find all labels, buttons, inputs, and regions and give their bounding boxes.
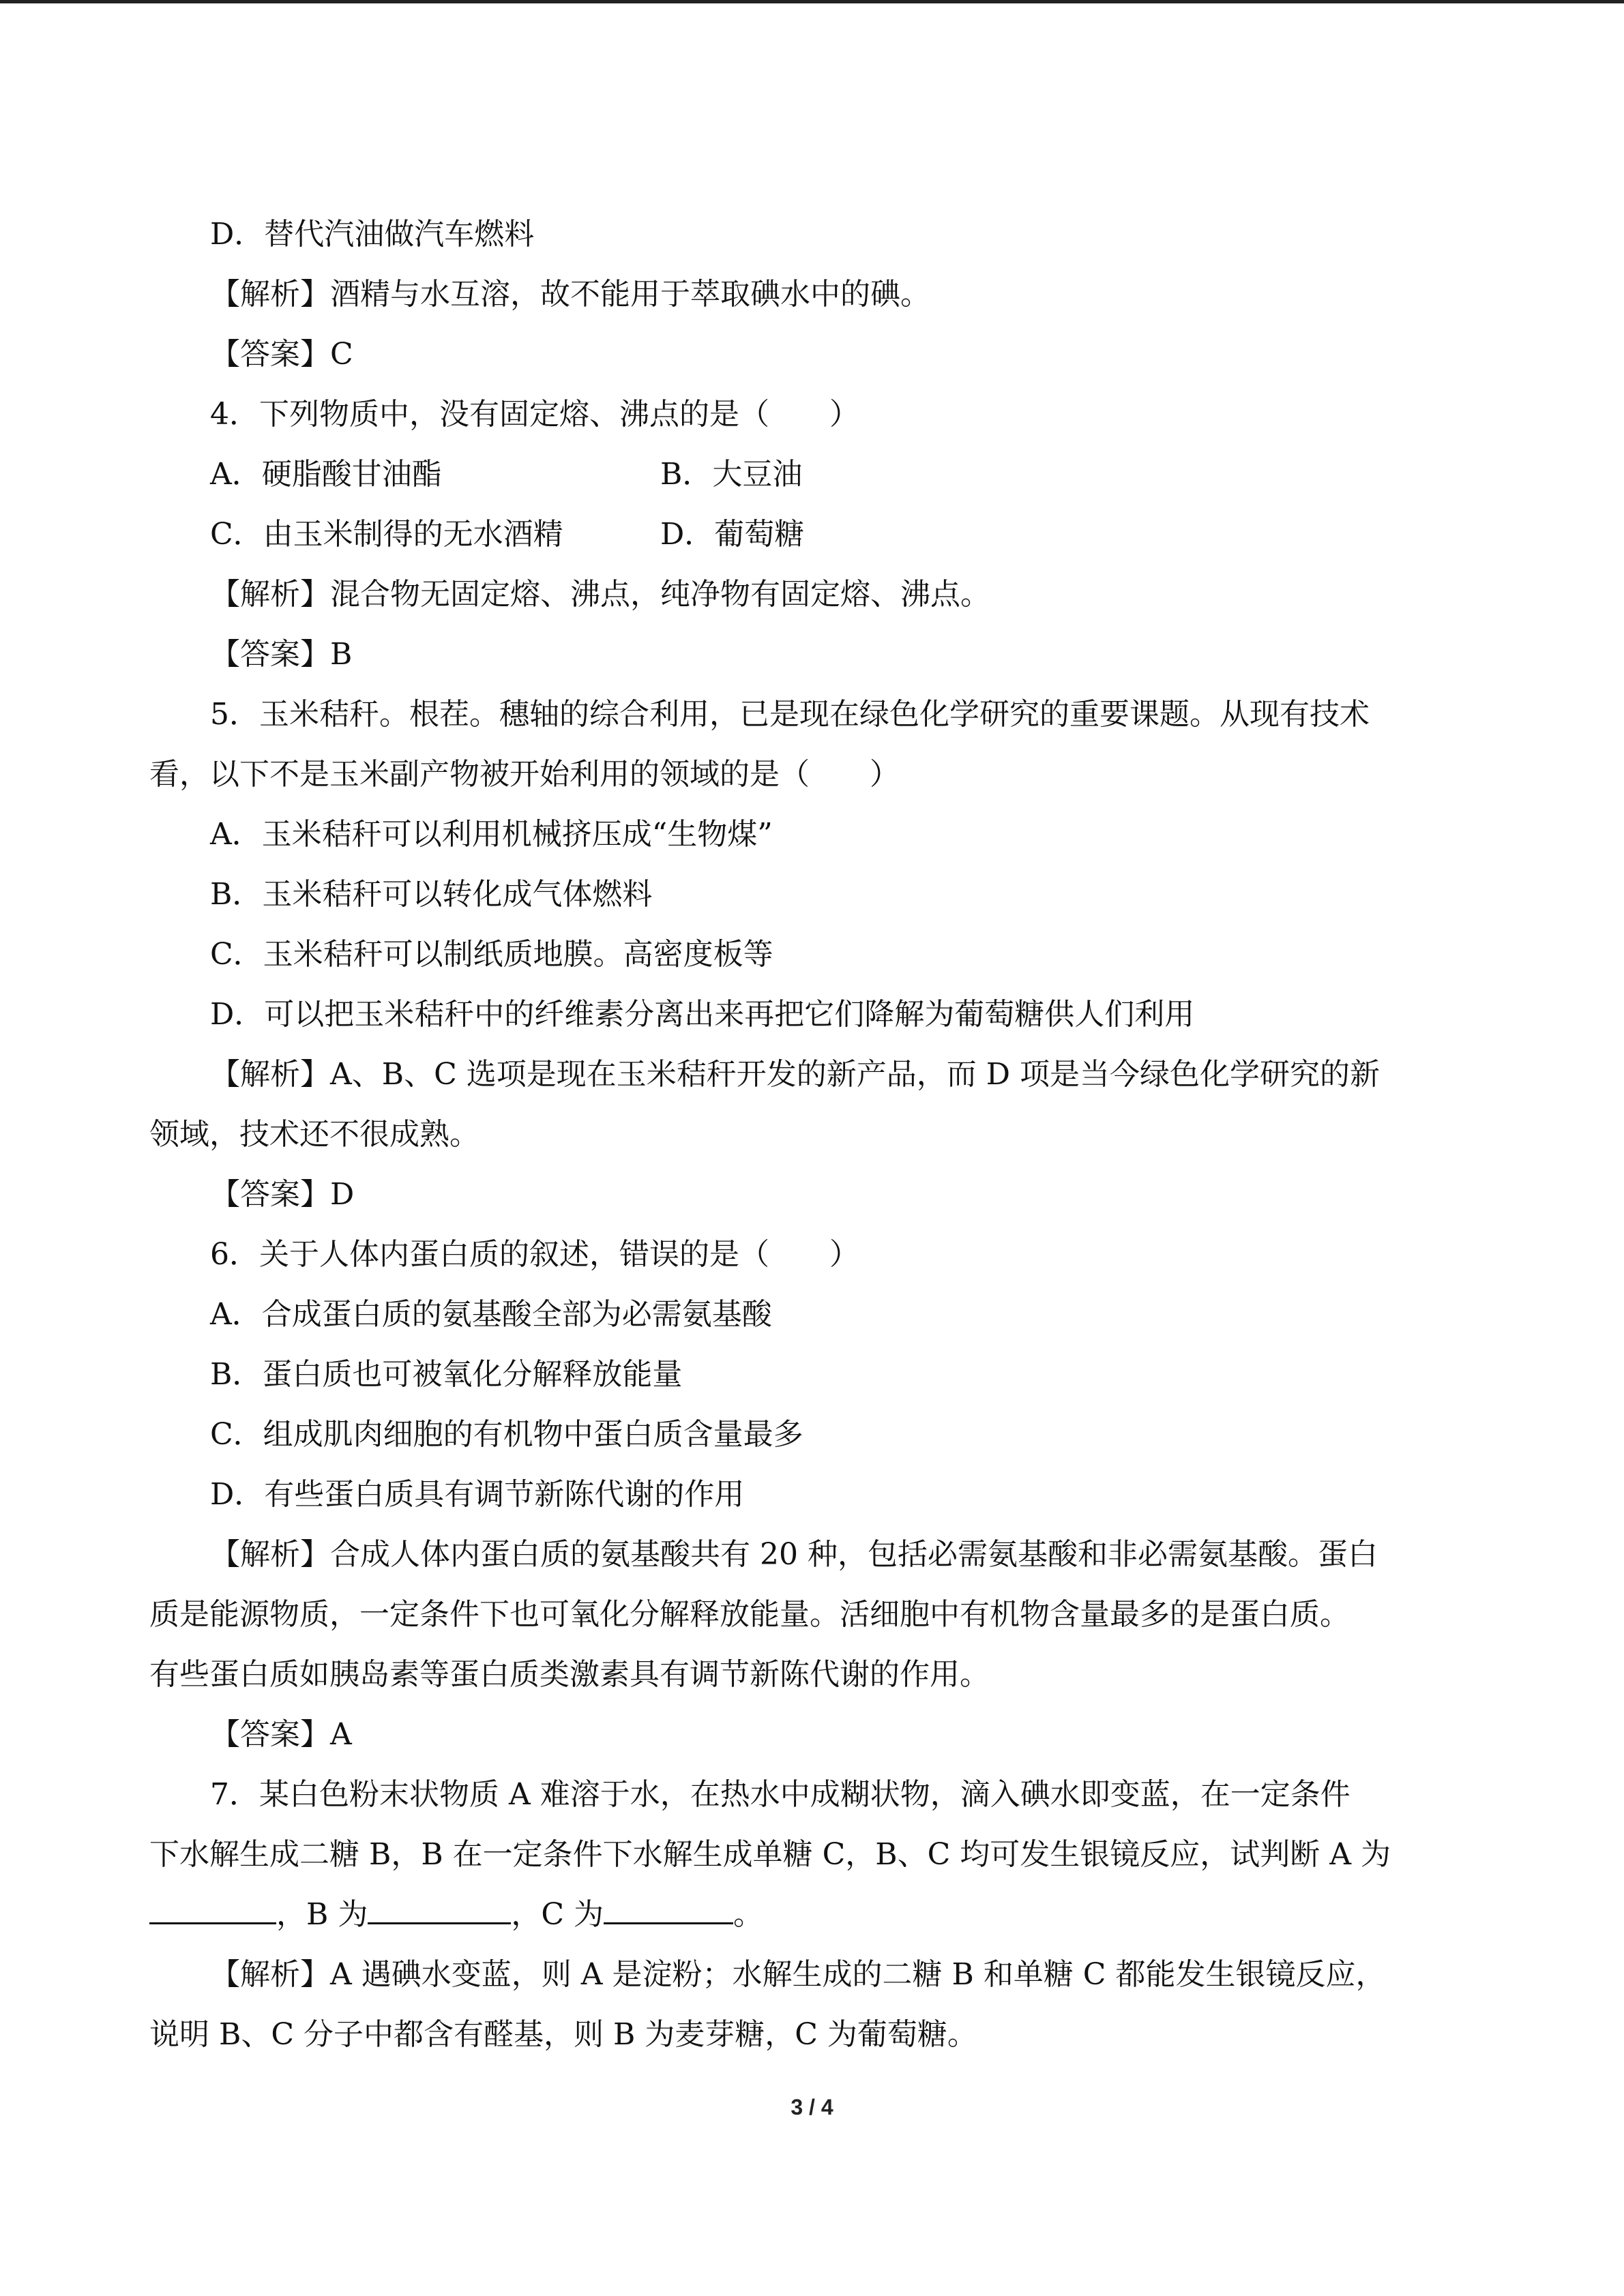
q4-options-row-2 <box>149 505 1473 565</box>
q6-option-b: B．蛋白质也可被氧化分解释放能量 <box>210 1357 683 1392</box>
q3-answer: 【答案】C <box>210 337 353 372</box>
q7-analysis-line-2: 说明 B、C 分子中都含有醛基，则 B 为麦芽糖，C 为葡萄糖。 <box>149 2017 977 2052</box>
q5-analysis-line-2: 领域，技术还不很成熟。 <box>149 1117 479 1152</box>
q4-options-row-1 <box>149 445 1473 505</box>
q6-answer: 【答案】A <box>210 1717 352 1752</box>
q7-blank-b[interactable] <box>368 1895 511 1924</box>
q7-blank-c-label: ，C 为 <box>511 1897 604 1932</box>
top-border-line <box>0 0 1624 3</box>
q4-analysis: 【解析】混合物无固定熔、沸点，纯净物有固定熔、沸点。 <box>210 577 990 612</box>
q5-option-b: B．玉米秸秆可以转化成气体燃料 <box>210 877 653 912</box>
q6-stem: 6．关于人体内蛋白质的叙述，错误的是（ ） <box>210 1237 859 1272</box>
page-number: 3 / 4 <box>791 2095 833 2119</box>
q5-option-a: A．玉米秸秆可以利用机械挤压成“生物煤” <box>210 817 773 852</box>
q3-option-d: D．替代汽油做汽车燃料 <box>210 217 535 252</box>
q5-option-d: D．可以把玉米秸秆中的纤维素分离出来再把它们降解为葡萄糖供人们利用 <box>210 997 1195 1032</box>
q4-option-c: C．由玉米制得的无水酒精 <box>210 517 563 552</box>
q4-answer: 【答案】B <box>210 637 353 672</box>
q4-option-b: B．大豆油 <box>660 457 803 492</box>
q7-analysis-line-1: 【解析】A 遇碘水变蓝，则 A 是淀粉；水解生成的二糖 B 和单糖 C 都能发生银镜反应， <box>210 1957 1386 1992</box>
q7-stem-line-1: 7．某白色粉末状物质 A 难溶于水，在热水中成糊状物，滴入碘水即变蓝，在一定条件 <box>210 1777 1350 1812</box>
q7-blank-b-label: ，B 为 <box>276 1897 368 1932</box>
q5-option-c: C．玉米秸秆可以制纸质地膜。高密度板等 <box>210 937 773 972</box>
q4-option-d: D．葡萄糖 <box>660 517 805 552</box>
q5-answer: 【答案】D <box>210 1177 355 1212</box>
q7-blank-end: 。 <box>733 1897 763 1932</box>
q3-analysis: 【解析】酒精与水互溶，故不能用于萃取碘水中的碘。 <box>210 277 930 312</box>
q5-analysis-line-1: 【解析】A、B、C 选项是现在玉米秸秆开发的新产品，而 D 项是当今绿色化学研究的新 <box>210 1057 1381 1092</box>
q7-blanks-line <box>149 1885 1473 1945</box>
document-body <box>149 205 1473 2065</box>
q4-stem: 4．下列物质中，没有固定熔、沸点的是（ ） <box>210 397 859 432</box>
q6-analysis-line-3: 有些蛋白质如胰岛素等蛋白质类激素具有调节新陈代谢的作用。 <box>149 1657 990 1692</box>
q6-analysis-line-1: 【解析】合成人体内蛋白质的氨基酸共有 20 种，包括必需氨基酸和非必需氨基酸。蛋白 <box>210 1537 1378 1572</box>
q6-option-d: D．有些蛋白质具有调节新陈代谢的作用 <box>210 1477 745 1512</box>
q5-stem-line-2: 看，以下不是玉米副产物被开始利用的领域的是（ ） <box>149 757 900 792</box>
q6-option-c: C．组成肌肉细胞的有机物中蛋白质含量最多 <box>210 1417 803 1452</box>
q7-stem-line-2: 下水解生成二糖 B，B 在一定条件下水解生成单糖 C，B、C 均可发生银镜反应，试判断 A 为 <box>149 1837 1391 1872</box>
q4-option-a: A．硬脂酸甘油酯 <box>210 457 442 492</box>
q6-option-a: A．合成蛋白质的氨基酸全部为必需氨基酸 <box>210 1297 772 1332</box>
q7-blank-c[interactable] <box>604 1895 733 1924</box>
q5-stem-line-1: 5．玉米秸秆。根茬。穗轴的综合利用，已是现在绿色化学研究的重要课题。从现有技术 <box>210 697 1370 732</box>
q7-blank-a[interactable] <box>149 1895 276 1924</box>
q6-analysis-line-2: 质是能源物质，一定条件下也可氧化分解释放能量。活细胞中有机物含量最多的是蛋白质。 <box>149 1597 1350 1632</box>
